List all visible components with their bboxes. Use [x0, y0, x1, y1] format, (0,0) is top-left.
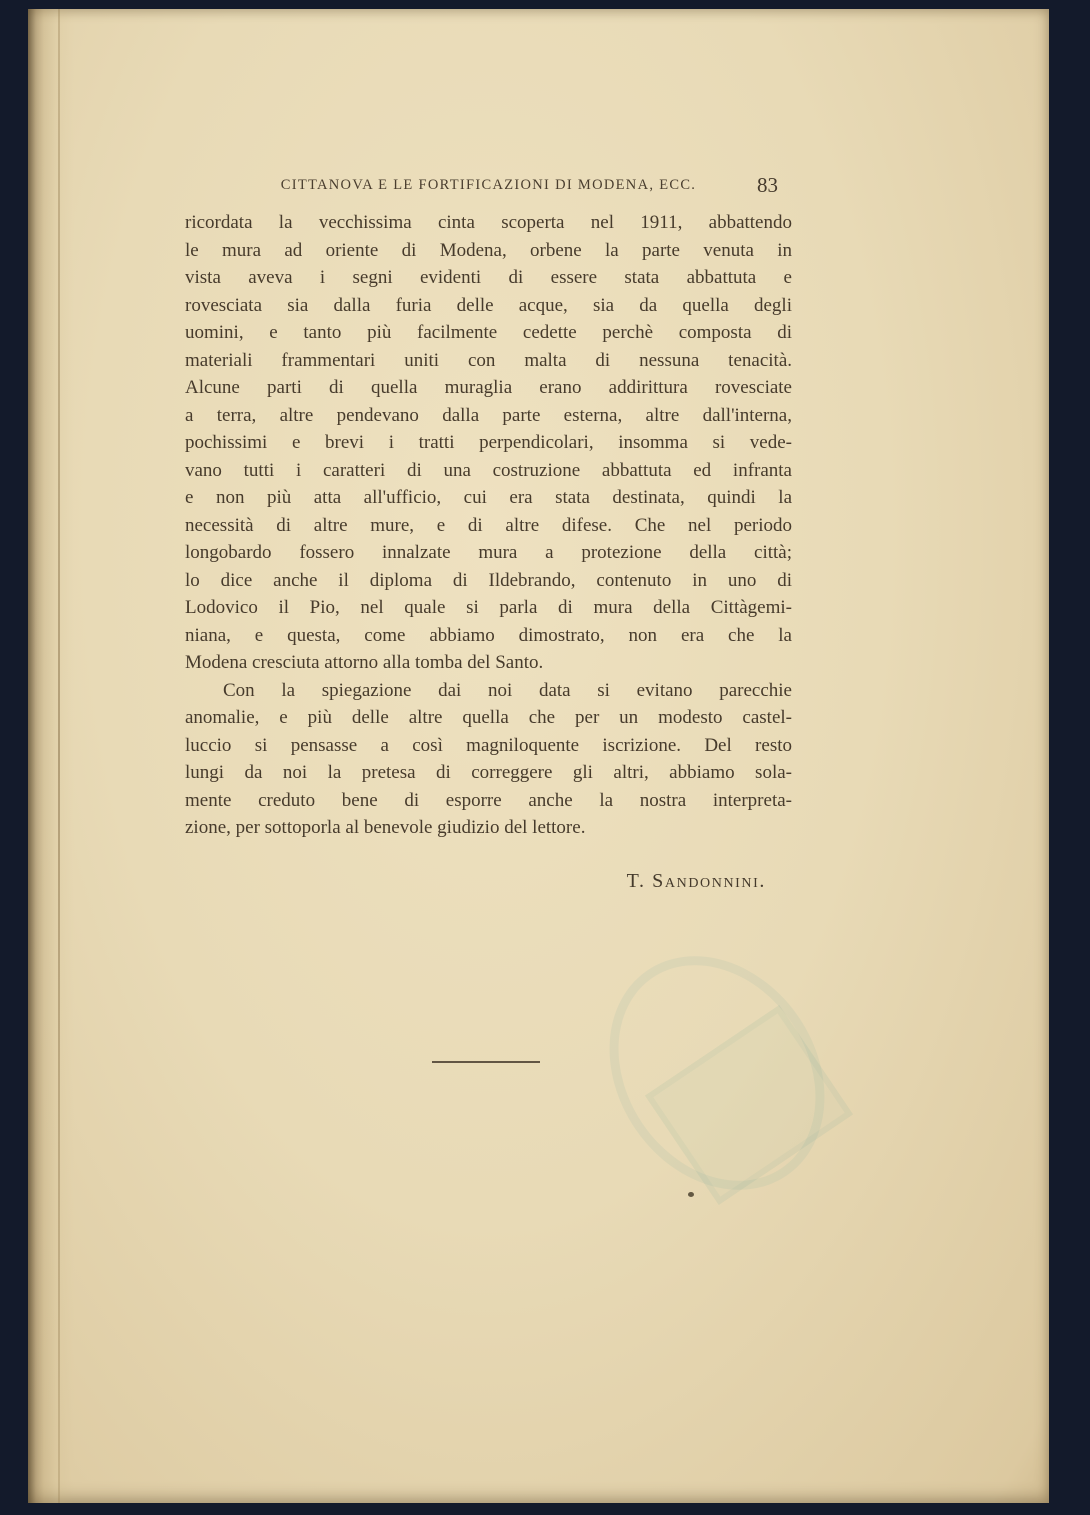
text-line: necessità di altre mure, e di altre difese. Che nel periodo: [185, 514, 792, 536]
running-title: CITTANOVA E LE FORTIFICAZIONI DI MODENA, ECC.: [280, 177, 697, 193]
text-line: Con la spiegazione dai noi data si evitano parecchie: [223, 679, 792, 701]
text-line: e non più atta all'ufficio, cui era stata destinata, quindi la: [185, 487, 792, 508]
text-line: pochissimi e brevi i tratti perpendicolari, insomma si vede-: [185, 432, 792, 453]
stamp-box-icon: [645, 1005, 853, 1205]
text-line: vano tutti i caratteri di una costruzione abbattuta ed infranta: [185, 459, 792, 481]
text-line: Modena cresciuta attorno alla tomba del Santo.: [185, 652, 544, 673]
stamp-oval-icon: [566, 915, 869, 1231]
text-line: lo dice anche il diploma di Ildebrando, contenuto in uno di: [185, 569, 792, 591]
stamp-handwriting-mark: [416, 890, 700, 1167]
text-line: ricordata la vecchissima cinta scoperta nel 1911, abbattendo: [185, 212, 792, 233]
text-line: Lodovico il Pio, nel quale si parla di mura della Cittàgemi-: [185, 597, 792, 618]
paragraph-2: [185, 677, 792, 842]
separator-rule: [432, 1061, 540, 1063]
text-line: zione, per sottoporla al benevole giudizio del lettore.: [185, 817, 586, 838]
ink-spot: [688, 1192, 694, 1197]
page-edge-line: [58, 9, 60, 1503]
text-line: rovesciata sia dalla furia delle acque, sia da quella degli: [185, 294, 792, 316]
book-page: [28, 9, 1049, 1503]
author-signature: T. Sandonnini.: [626, 869, 766, 892]
text-line: longobardo fossero innalzate mura a protezione della città;: [185, 542, 792, 563]
text-line: vista aveva i segni evidenti di essere stata abbattuta e: [185, 267, 792, 288]
text-line: mente creduto bene di esporre anche la nostra interpreta-: [185, 789, 792, 811]
text-line: le mura ad oriente di Modena, orbene la parte venuta in: [185, 239, 792, 261]
text-line: uomini, e tanto più facilmente cedette perchè composta di: [185, 322, 792, 343]
binding-gutter: [28, 9, 74, 1503]
page-header: [185, 173, 792, 203]
text-line: a terra, altre pendevano dalla parte esterna, altre dall'interna,: [185, 404, 792, 426]
text-line: luccio si pensasse a così magniloquente iscrizione. Del resto: [185, 734, 792, 756]
text-line: niana, e questa, come abbiamo dimostrato, non era che la: [185, 624, 792, 646]
text-block: [185, 209, 792, 895]
page-number: 83: [757, 173, 778, 197]
text-line: lungi da noi la pretesa di correggere gli altri, abbiamo sola-: [185, 762, 792, 783]
library-stamp-ghost: [408, 909, 878, 1239]
paragraph-1: [185, 209, 792, 677]
text-line: materiali frammentari uniti con malta di nessuna tenacità.: [185, 349, 792, 371]
text-line: Alcune parti di quella muraglia erano addirittura rovesciate: [185, 377, 792, 398]
text-line: anomalie, e più delle altre quella che per un modesto castel-: [185, 707, 792, 728]
